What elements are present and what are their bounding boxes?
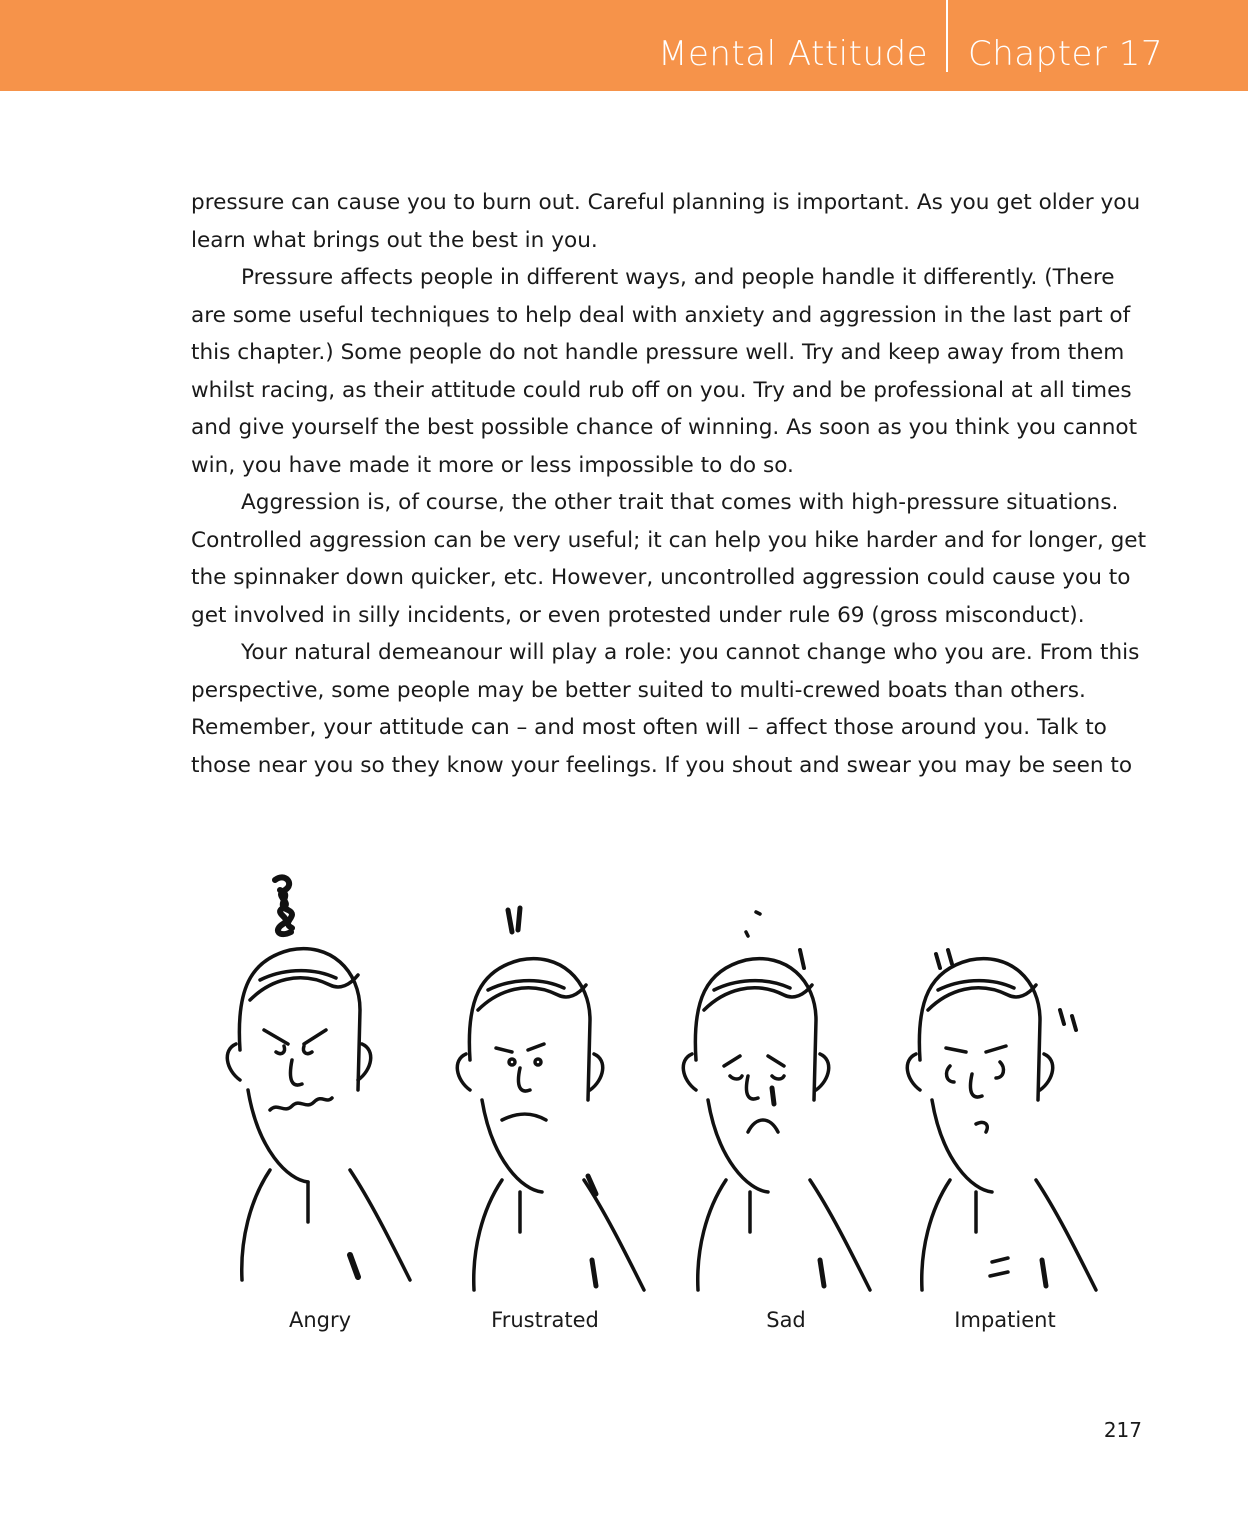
running-head-chapter: Chapter 17 — [968, 34, 1164, 74]
paragraph: Your natural demeanour will play a role: you cannot change who you are. From this perspective, some people may be better suited to multi-crewed boats than others. Remember, your attitude can – and most often will – affect those around you. Talk to those near you so they know your feelings. If you shout and swear you may be seen to — [191, 640, 1140, 778]
running-head-section: Mental Attitude — [658, 34, 928, 74]
impatient-face-illustration — [907, 950, 1096, 1290]
emotions-illustration — [220, 870, 1120, 1340]
paragraph: Aggression is, of course, the other trait that comes with high-pressure situations. Controlled aggression can be very useful; it can help you hike harder and for longer, get the spinnaker down quicker, etc. However, uncontrolled aggression could cause you to get involved in silly incidents, or even protested under rule 69 (gross misconduct). — [191, 490, 1147, 628]
running-head-divider — [946, 0, 948, 72]
paragraph: pressure can cause you to burn out. Careful planning is important. As you get older you learn what brings out the best in you. — [191, 190, 1141, 253]
caption-angry: Angry — [288, 1308, 352, 1332]
paragraph: Pressure affects people in different ways, and people handle it differently. (There are some useful techniques to help deal with anxiety and aggression in the last part of this chapter.) Some people do not handle pressure well. Try and keep away from them whilst racing, as their attitude could rub off on you. Try and be professional at all times and give yourself the best possible chance of winning. As soon as you think you cannot win, you have made it more or less impossible to do so. — [191, 265, 1138, 478]
page-number: 217 — [1103, 1418, 1142, 1442]
caption-impatient: Impatient — [954, 1308, 1056, 1332]
sad-face-illustration — [683, 912, 870, 1290]
caption-frustrated: Frustrated — [491, 1308, 599, 1332]
body-text — [191, 184, 1151, 784]
caption-sad: Sad — [766, 1308, 806, 1332]
angry-face-illustration — [227, 877, 410, 1280]
frustrated-face-illustration — [457, 908, 644, 1290]
